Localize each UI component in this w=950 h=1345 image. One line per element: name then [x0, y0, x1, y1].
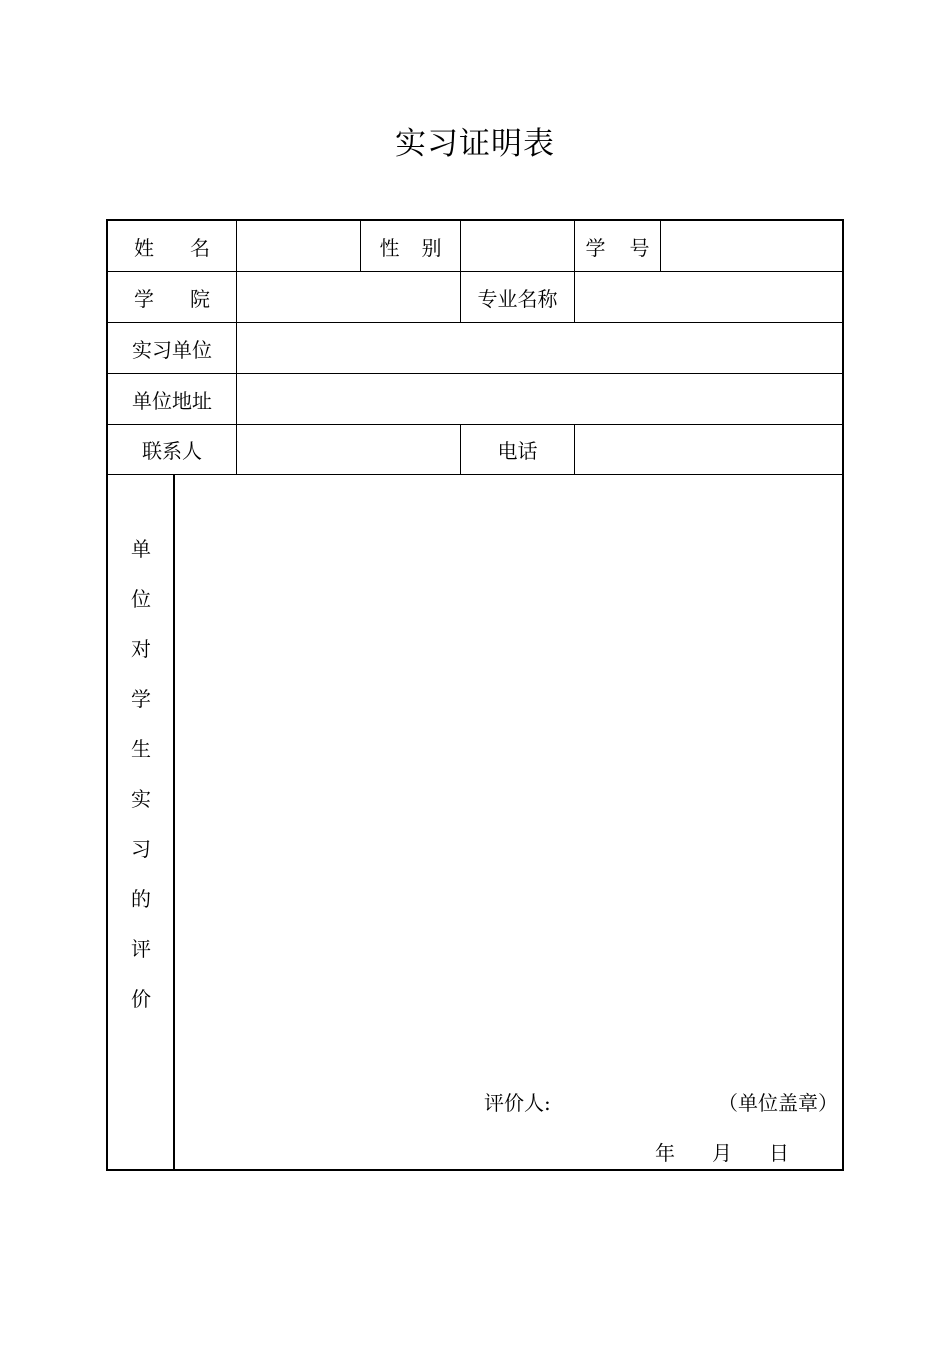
student-id-label: 学 号 — [585, 235, 650, 260]
unit-address-field[interactable] — [237, 374, 842, 424]
evaluation-label: 单 位 对 学 生 实 习 的 评 价 — [131, 537, 151, 1011]
gender-field[interactable] — [461, 221, 574, 271]
evaluation-field[interactable] — [176, 476, 842, 1076]
gender-label: 性 别 — [379, 235, 442, 260]
college-field[interactable] — [237, 272, 460, 322]
date-year-label: 年 — [655, 1141, 675, 1165]
college-label: 学 院 — [134, 286, 210, 311]
row-divider — [108, 474, 842, 475]
internship-unit-label: 实习单位 — [132, 337, 212, 362]
phone-label: 电话 — [497, 439, 538, 463]
internship-form — [106, 219, 844, 1171]
contact-person-field[interactable] — [237, 425, 460, 474]
student-id-field[interactable] — [661, 221, 842, 271]
date-day-label: 日 — [769, 1141, 789, 1165]
unit-address-label: 单位地址 — [132, 388, 212, 413]
name-field[interactable] — [237, 221, 360, 271]
major-label: 专业名称 — [477, 286, 558, 311]
unit-stamp-label: （单位盖章） — [718, 1091, 838, 1115]
major-field[interactable] — [575, 272, 842, 322]
date-month-label: 月 — [712, 1141, 732, 1165]
name-label: 姓 名 — [134, 235, 210, 260]
internship-unit-field[interactable] — [237, 323, 842, 373]
evaluator-label: 评价人: — [484, 1091, 551, 1115]
phone-field[interactable] — [575, 425, 842, 474]
page-title: 实习证明表 — [395, 126, 555, 162]
contact-person-label: 联系人 — [142, 439, 202, 463]
